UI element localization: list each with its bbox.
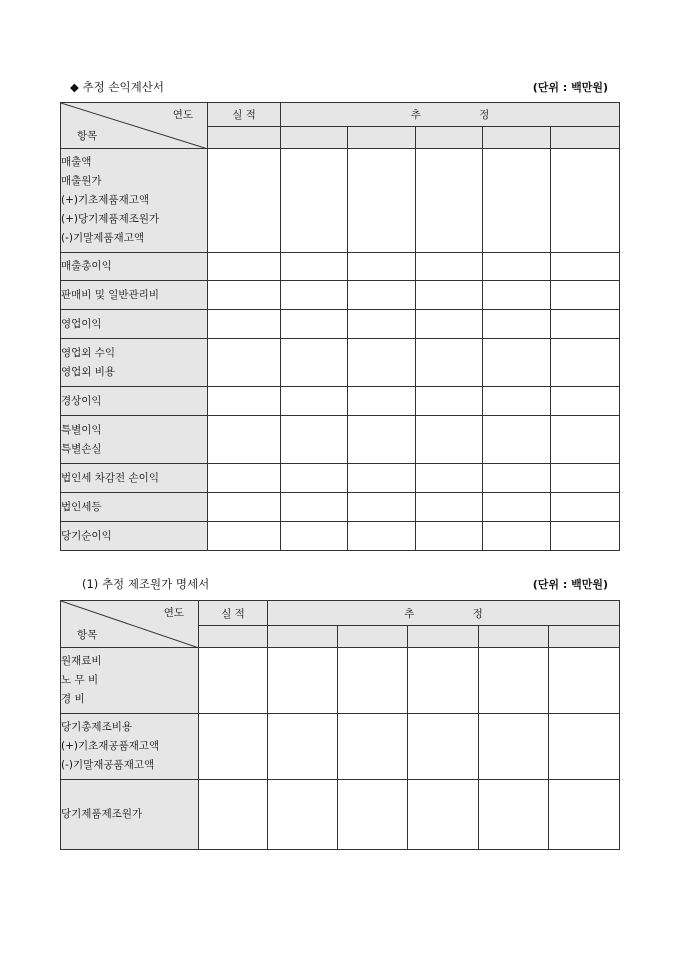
year-cell [408,626,479,648]
value-cell [551,149,620,253]
row-label-line: 법인세등 [61,500,102,513]
row-label [61,522,208,551]
year-cell [549,626,620,648]
year-cell [338,626,408,648]
row-label-line: 매출액 [61,156,92,168]
value-cell [483,416,551,464]
income-statement-table [60,102,620,551]
row-label [61,253,208,281]
value-cell [348,493,416,522]
value-cell [338,780,408,850]
year-cell [348,127,416,149]
row-label-line: (+)기초제품재고액 [61,194,149,206]
corner-header [61,103,208,149]
value-cell [479,780,549,850]
value-cell [408,714,479,780]
value-cell [483,310,551,339]
value-cell [551,253,620,281]
row-label-line: 당기순이익 [61,529,112,542]
year-cell [199,626,268,648]
corner-header [61,601,199,648]
table-row [61,149,620,253]
value-cell [199,714,268,780]
row-label-line: 당기제품제조원가 [61,808,143,820]
value-cell [348,464,416,493]
corner-item-label: 항목 [77,130,98,142]
value-cell [281,281,348,310]
value-cell [416,493,483,522]
value-cell [408,648,479,714]
value-cell [281,339,348,387]
row-label [61,149,208,253]
year-cell [483,127,551,149]
row-label-line: 매출원가 [61,175,102,187]
table-row [61,253,620,281]
value-cell [483,493,551,522]
row-label-line: 판매비 및 일반관리비 [61,288,159,301]
year-cell [268,626,338,648]
value-cell [483,522,551,551]
value-cell [483,387,551,416]
row-label-line: (+)기초재공품재고액 [61,740,160,752]
value-cell [338,714,408,780]
value-cell [549,714,620,780]
value-cell [479,648,549,714]
value-cell [208,339,281,387]
row-label-line: 특별손실 [61,442,102,455]
value-cell [551,339,620,387]
section2-unit: (단위 : 백만원) [532,578,608,591]
table-row [61,339,620,387]
row-label [61,780,199,850]
row-label-line: 당기총제조비용 [61,721,133,733]
year-cell [208,127,281,149]
row-label-line: 법인세 차감전 손이익 [61,471,159,484]
value-cell [551,464,620,493]
row-label-line: 특별이익 [61,423,102,436]
table-row [61,714,620,780]
row-label-line: (-)기말재공품재고액 [61,759,155,771]
value-cell [416,464,483,493]
value-cell [208,387,281,416]
value-cell [208,253,281,281]
row-label [61,281,208,310]
table-row [61,281,620,310]
value-cell [208,149,281,253]
row-label-line: 노 무 비 [61,674,99,686]
row-label-line: 매출총이익 [61,260,112,272]
value-cell [416,522,483,551]
table-row [61,464,620,493]
row-label [61,648,199,714]
value-cell [208,310,281,339]
forecast-header: 추 정 [281,103,620,127]
value-cell [281,416,348,464]
year-cell [416,127,483,149]
value-cell [416,416,483,464]
value-cell [551,493,620,522]
row-label-line: 영업이익 [61,317,102,330]
year-cell [551,127,620,149]
value-cell [416,149,483,253]
row-label [61,714,199,780]
value-cell [348,253,416,281]
value-cell [551,281,620,310]
value-cell [281,464,348,493]
value-cell [416,310,483,339]
actual-header: 실 적 [199,601,268,626]
value-cell [416,339,483,387]
value-cell [416,387,483,416]
value-cell [208,281,281,310]
row-label-line: (+)당기제품제조원가 [61,213,160,225]
row-label [61,387,208,416]
value-cell [348,522,416,551]
value-cell [483,281,551,310]
section2-title: (1) 추정 제조원가 명세서 [82,577,210,591]
row-label-line: 경상이익 [61,394,102,407]
value-cell [348,281,416,310]
section1-title: 추정 손익계산서 [82,80,164,94]
value-cell [281,253,348,281]
value-cell [268,780,338,850]
forecast-header: 추 정 [268,601,620,626]
value-cell [199,780,268,850]
row-label [61,416,208,464]
value-cell [281,149,348,253]
year-cell [281,127,348,149]
row-label [61,464,208,493]
value-cell [268,648,338,714]
row-label-line: 영업외 수익 [61,346,116,359]
value-cell [281,310,348,339]
row-label [61,339,208,387]
corner-year-label: 연도 [172,109,193,121]
section1-caption [70,80,164,94]
row-label-line: (-)기말제품재고액 [61,232,144,244]
corner-item-label: 항목 [77,629,98,641]
table-row [61,310,620,339]
value-cell [281,493,348,522]
row-label-line: 경 비 [61,693,85,705]
table-row [61,522,620,551]
table-row [61,387,620,416]
diamond-bullet-icon: ◆ [70,80,79,94]
value-cell [199,648,268,714]
value-cell [348,310,416,339]
value-cell [479,714,549,780]
row-label-line: 원재료비 [61,655,102,667]
table-row [61,416,620,464]
section1-unit: (단위 : 백만원) [532,81,608,94]
manufacturing-cost-table [60,600,620,850]
value-cell [281,522,348,551]
value-cell [483,149,551,253]
value-cell [348,149,416,253]
value-cell [268,714,338,780]
value-cell [348,416,416,464]
value-cell [549,648,620,714]
row-label [61,310,208,339]
section2-caption [82,577,209,591]
value-cell [408,780,479,850]
value-cell [208,416,281,464]
corner-year-label: 연도 [163,607,184,619]
row-label-line: 영업외 비용 [61,365,116,378]
value-cell [281,387,348,416]
value-cell [483,339,551,387]
table-row [61,648,620,714]
actual-header: 실 적 [208,103,281,127]
value-cell [549,780,620,850]
value-cell [483,464,551,493]
value-cell [208,493,281,522]
value-cell [208,464,281,493]
row-label [61,493,208,522]
table-row [61,780,620,850]
value-cell [416,281,483,310]
value-cell [416,253,483,281]
value-cell [551,387,620,416]
value-cell [551,310,620,339]
table-row [61,493,620,522]
value-cell [348,387,416,416]
value-cell [551,522,620,551]
value-cell [338,648,408,714]
value-cell [208,522,281,551]
value-cell [483,253,551,281]
value-cell [551,416,620,464]
year-cell [479,626,549,648]
value-cell [348,339,416,387]
